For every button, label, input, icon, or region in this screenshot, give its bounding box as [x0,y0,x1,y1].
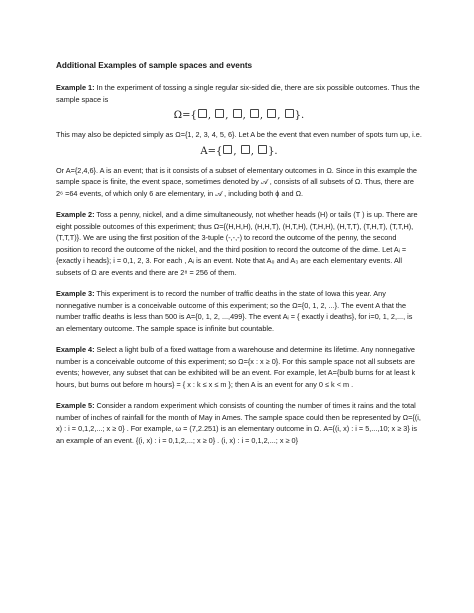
die-face-2-icon [223,145,232,154]
example-5-label: Example 5: [56,401,95,410]
die-face-6-icon [285,109,294,118]
sample-space-display: Ω={ , , , , , }. [173,110,305,121]
example-2 [56,209,422,278]
example-4-text: Select a light bulb of a fixed wattage from a warehouse and determine its lifetime. Any nonnegative number is a conceivable outcome of this experiment; so Ω={x : x ≥ 0}. For this sample space not all subsets are events; however, any subset that can be exhibited will be an event. For example, let A={bulb burns for at least k hours, but burns out before m hours} = { x : k ≤ x ≤ m }; then A is an event for any 0 ≤ k < m . [56,345,416,389]
example-5 [56,400,422,446]
example-1-label: Example 1: [56,83,95,92]
die-face-4-icon [250,109,259,118]
example-1-text: In the experiment of tossing a single regular six-sided die, there are six possible outcomes. Thus the sample space is [56,83,420,104]
example-1-text-2: This may also be depicted simply as Ω={1, 2, 3, 4, 5, 6}. Let A be the event that even number of spots turn up, i.e. [56,130,422,139]
sample-space-open: Ω={ [173,110,197,121]
example-3-text: This experiment is to record the number of traffic deaths in the state of Iowa this year. Any nonnegative number is a conceivable outcome of this experiment; so the Ω={0, 1, 2, ...}. The event A that the number traffic deaths is less than 500 is A={0, 1, 2, ...,499}. The event Aᵢ = { exactly i deaths}, for i=0, 1, 2,..., is an elementary outcome. The sample space is infinite but countable. [56,289,413,333]
die-face-5-icon [267,109,276,118]
example-5-text: Consider a random experiment which consists of counting the number of times it rains and the total number of inches of rainfall for the month of May in Ames. The sample space could then be represented by Ω={(i, x) : i = 0,1,2,...; x ≥ 0} . For example, ω = (7,2.251) is an elementary outcome in Ω. A={(i, x) : i = 5,...,10; x ≥ 3} is an example of an event. {(i, x) : i = 0,1,2,...; x ≥ 0} . (i, x) : i = 0,1,2,...; x ≥ 0} [56,401,421,445]
example-2-label: Example 2: [56,210,95,219]
example-3-label: Example 3: [56,289,95,298]
die-face-4-icon [241,145,250,154]
die-face-2-icon [215,109,224,118]
event-a-open: A={ [200,145,223,157]
example-1-intro [56,82,422,105]
sample-space-close: }. [294,110,305,121]
event-a-close: }. [268,145,278,157]
event-a-display: A={ , , }. [200,145,278,157]
die-face-1-icon [198,109,207,118]
example-4 [56,344,422,390]
die-face-6-icon [258,145,267,154]
example-2-text: Toss a penny, nickel, and a dime simultaneously, not whether heads (H) or tails (T ) is up. There are eight possible outcomes of this experiment; thus Ω={(H,H,H), (H,H,T), (H,T,H), (T,H,H), (H,T,T), (T,H,T), (T,T,H), (T,T,T)}. We are using the first position of the 3-tuple (-,-,-) to record the outcome of the penny, the second position to record the outcome of the nickel, and the third position to record the outcome of the dime. Let Aᵢ = {exactly i heads}; i = 0,1, 2, 3. For each , Aᵢ is an event. Note that A₀ and A₃ are each elementary events. All subsets of Ω are events and there are 2⁸ = 256 of them. [56,210,418,277]
example-1-text-3: Or A={2,4,6}. A is an event; that is it consists of a subset of elementary outcomes in Ω. Since in this example the sample space is finite, the event space, sometimes denoted by 𝒜 , consists of all subsets of Ω. Thus, there are 2⁶ =64 events, of which only 6 are elementary, in 𝒜 , including both ϕ and Ω. [56,165,417,198]
die-face-3-icon [233,109,242,118]
example-3 [56,288,422,334]
document-title: Additional Examples of sample spaces and events [56,61,253,70]
example-4-label: Example 4: [56,345,95,354]
